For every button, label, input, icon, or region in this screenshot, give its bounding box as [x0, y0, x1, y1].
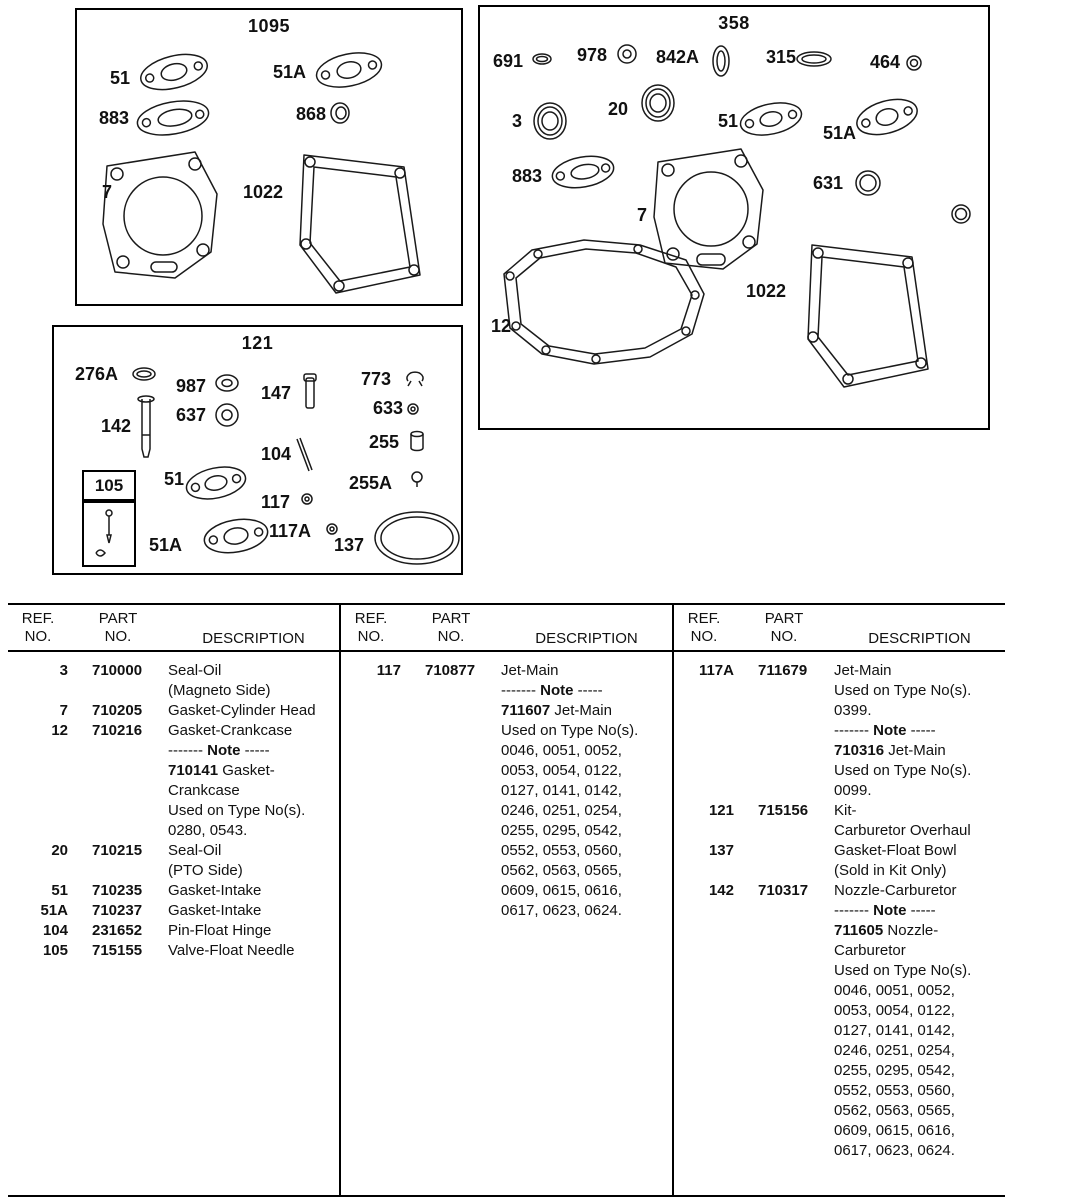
part-no: 715155: [92, 942, 143, 959]
part-callout-142: 142: [101, 416, 132, 436]
part-callout-137: 137: [334, 535, 365, 555]
parts-table-column-2: [339, 605, 672, 1195]
parts-table-row: [674, 841, 1005, 881]
description: Gasket-Cylinder Head: [168, 702, 316, 719]
parts-table-row: [8, 941, 339, 961]
part-no: 710205: [92, 702, 143, 719]
table-header-2: [341, 605, 672, 652]
part-callout-12: 12: [491, 316, 512, 336]
parts-table-row: [8, 661, 339, 701]
description: Jet-Main Used on Type No(s). 0399. ------- Note ----- 710316 Jet-Main Used on Type No(s). 0099.: [834, 662, 972, 799]
part-no: 710237: [92, 902, 143, 919]
part-callout-51: 51: [164, 469, 185, 489]
diagram-title-1095: 1095: [247, 16, 291, 36]
ref-no: 105: [42, 942, 68, 959]
description: Nozzle-Carburetor ------- Note ----- 711605 Nozzle- Carburetor Used on Type No(s). 0046, 0051, 0052, 0053, 0054, 0122, 0127, 0141, 0142, 0246, 0251, 0254, 0255, 0295, 0542, 0552, 0553, 0560, 0562, 0563, 0565, 0609, 0615, 0616, 0617, 0623, 0624.: [834, 882, 972, 1159]
description: Valve-Float Needle: [168, 942, 295, 959]
header-ref: [341, 610, 401, 650]
header-ref-line1: REF.: [354, 610, 388, 627]
part-callout-978: 978: [577, 45, 608, 65]
part-callout-631: 631: [813, 173, 844, 193]
header-part-line1: PART: [431, 610, 471, 627]
part-callout-315: 315: [766, 47, 797, 67]
part-callout-868: 868: [296, 104, 327, 124]
header-ref: [8, 610, 68, 650]
part-callout-987: 987: [176, 376, 207, 396]
header-ref-line1: REF.: [687, 610, 721, 627]
description: Seal-Oil (PTO Side): [168, 842, 243, 879]
inset-label-105: 105: [94, 475, 124, 495]
part-callout-883: 883: [99, 108, 130, 128]
diagram-box-358: [478, 5, 990, 430]
diagram-121-callouts: [54, 327, 461, 573]
header-part-line1: PART: [98, 610, 138, 627]
header-part: [401, 610, 501, 650]
diagram-box-121: [52, 325, 463, 575]
description: Gasket-Float Bowl (Sold in Kit Only): [834, 842, 957, 879]
part-no: 710877: [425, 662, 476, 679]
ref-no: 117: [376, 662, 401, 679]
parts-table-row: [8, 921, 339, 941]
parts-table-row: [674, 661, 1005, 801]
header-part-line2: NO.: [437, 628, 465, 645]
parts-table-row: [8, 701, 339, 721]
part-callout-51A: 51A: [823, 123, 857, 143]
header-description: DESCRIPTION: [535, 630, 638, 647]
header-part-line2: NO.: [770, 628, 798, 645]
part-no: 710216: [92, 722, 143, 739]
description: Gasket-Crankcase ------- Note ----- 710141 Gasket- Crankcase Used on Type No(s). 0280, 0543.: [168, 722, 306, 839]
header-description: DESCRIPTION: [868, 630, 971, 647]
ref-no: 51A: [40, 902, 68, 919]
part-no: 710215: [92, 842, 143, 859]
diagram-358-callouts: [480, 7, 988, 428]
ref-no: 51: [51, 882, 68, 899]
parts-table-row: [8, 901, 339, 921]
description: Gasket-Intake: [168, 882, 262, 899]
description: Kit- Carburetor Overhaul: [834, 802, 971, 839]
part-callout-51: 51: [718, 111, 739, 131]
diagram-title-121: 121: [241, 333, 274, 353]
header-part: [734, 610, 834, 650]
diagram-box-1095: [75, 8, 463, 306]
parts-table-row: [8, 841, 339, 881]
parts-table-row: [8, 881, 339, 901]
table-rows-3: [674, 652, 1005, 1161]
part-callout-7: 7: [102, 182, 113, 202]
part-callout-3: 3: [512, 111, 523, 131]
ref-no: 117A: [698, 662, 734, 679]
ref-no: 121: [708, 802, 734, 819]
part-no: 711679: [758, 662, 808, 679]
part-callout-51A: 51A: [149, 535, 183, 555]
part-no: 715156: [758, 802, 809, 819]
table-header-3: [674, 605, 1005, 652]
parts-table-column-3: [672, 605, 1005, 1195]
description: Seal-Oil (Magneto Side): [168, 662, 271, 699]
part-callout-691: 691: [493, 51, 524, 71]
ref-no: 3: [59, 662, 68, 679]
part-callout-117: 117: [261, 492, 291, 512]
table-header-1: [8, 605, 339, 652]
part-callout-1022: 1022: [746, 281, 787, 301]
header-ref-line2: NO.: [24, 628, 52, 645]
diagram-1095-callouts: [77, 10, 461, 304]
part-callout-276A: 276A: [75, 364, 119, 384]
part-callout-147: 147: [261, 383, 292, 403]
parts-table-column-1: [8, 605, 339, 1195]
parts-table-row: [341, 661, 672, 921]
header-ref-line1: REF.: [21, 610, 55, 627]
ref-no: 12: [51, 722, 68, 739]
part-callout-255A: 255A: [349, 473, 393, 493]
ref-no: 137: [708, 842, 734, 859]
diagram-title-358: 358: [718, 13, 750, 33]
header-part: [68, 610, 168, 650]
ref-no: 20: [51, 842, 68, 859]
part-callout-51: 51: [110, 68, 131, 88]
parts-table-row: [674, 801, 1005, 841]
part-no: 710317: [758, 882, 809, 899]
part-no: 710235: [92, 882, 143, 899]
part-callout-773: 773: [361, 369, 392, 389]
part-callout-883: 883: [512, 166, 543, 186]
part-callout-51A: 51A: [273, 62, 307, 82]
part-no: 231652: [92, 922, 143, 939]
header-part-line2: NO.: [104, 628, 132, 645]
part-callout-637: 637: [176, 405, 207, 425]
part-no: [734, 841, 834, 881]
description: Pin-Float Hinge: [168, 922, 272, 939]
parts-table-row: [674, 881, 1005, 1161]
part-no: 710000: [92, 662, 143, 679]
parts-table-row: [8, 721, 339, 841]
ref-no: 142: [708, 882, 734, 899]
table-rows-2: [341, 652, 672, 921]
ref-no: 104: [42, 922, 68, 939]
header-description: DESCRIPTION: [202, 630, 305, 647]
table-rows-1: [8, 652, 339, 961]
part-callout-464: 464: [870, 52, 901, 72]
parts-table: [8, 603, 1005, 1197]
header-ref-line2: NO.: [357, 628, 385, 645]
part-callout-20: 20: [608, 99, 629, 119]
part-callout-104: 104: [261, 444, 292, 464]
description: Jet-Main ------- Note ----- 711607 Jet-Main Used on Type No(s). 0046, 0051, 0052, 0053, 0054, 0122, 0127, 0141, 0142, 0246, 0251, 0254, 0255, 0295, 0542, 0552, 0553, 0560, 0562, 0563, 0565, 0609, 0615, 0616, 0617, 0623, 0624.: [501, 662, 639, 919]
part-callout-7: 7: [637, 205, 648, 225]
header-ref: [674, 610, 734, 650]
header-ref-line2: NO.: [690, 628, 718, 645]
header-part-line1: PART: [764, 610, 804, 627]
part-callout-633: 633: [373, 398, 404, 418]
part-callout-1022: 1022: [243, 182, 284, 202]
part-callout-842A: 842A: [656, 47, 700, 67]
description: Gasket-Intake: [168, 902, 262, 919]
part-callout-255: 255: [369, 432, 400, 452]
ref-no: 7: [59, 702, 68, 719]
part-callout-117A: 117A: [269, 521, 312, 541]
